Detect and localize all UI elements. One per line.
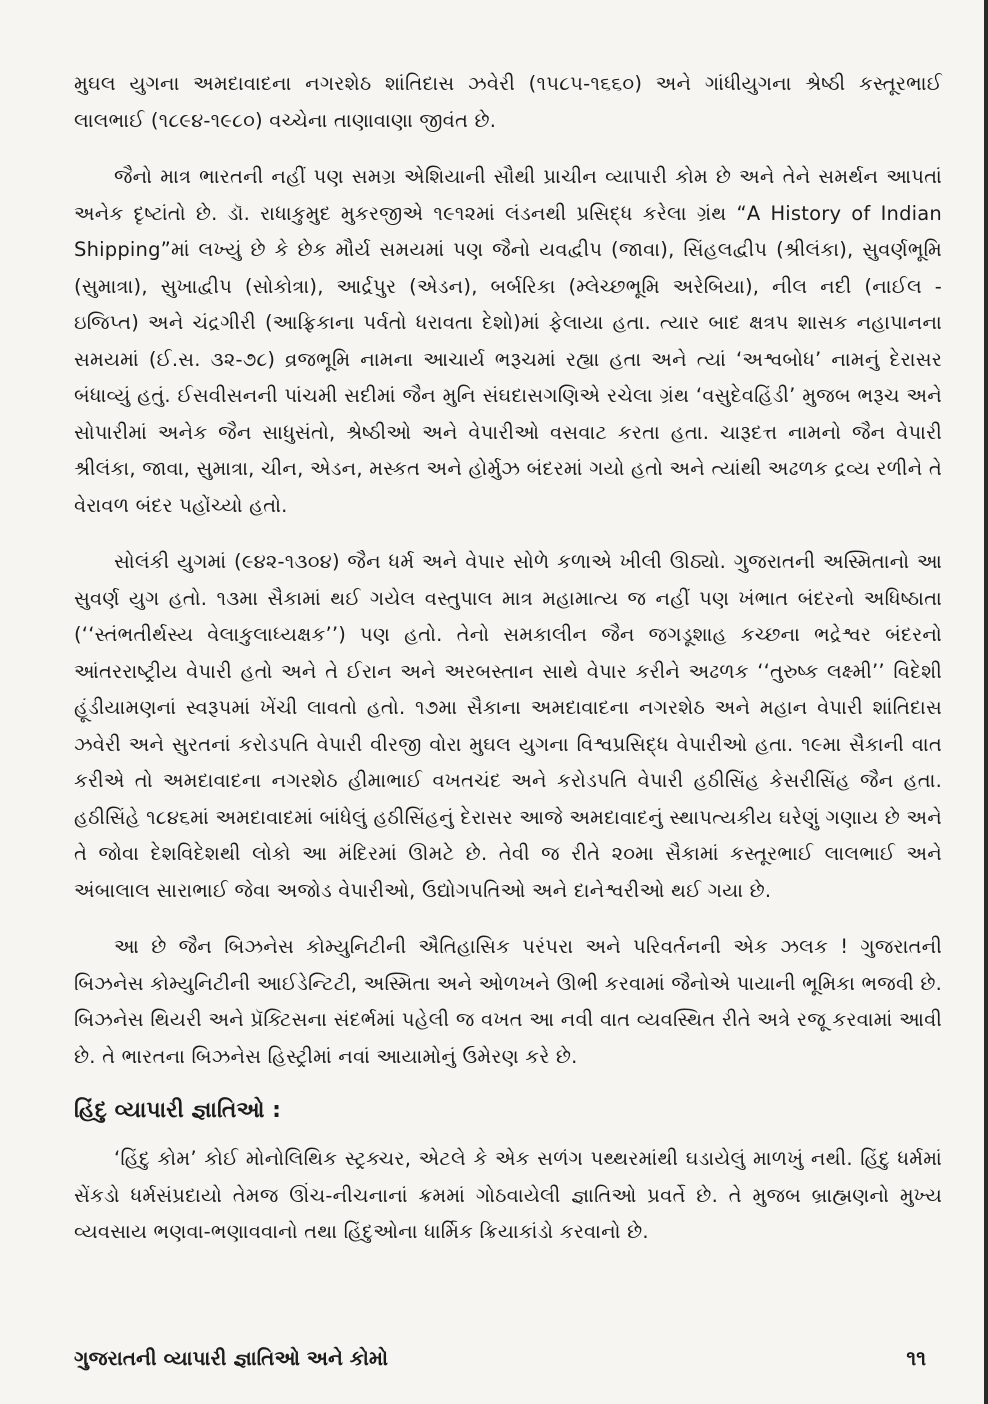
section-heading: હિંદુ વ્યાપારી જ્ઞાતિઓ : — [74, 1098, 281, 1123]
paragraph-intro: મુઘલ યુગના અમદાવાદના નગરશેઠ શાંતિદાસ ઝવેરી (૧૫૮૫-૧૬૬૦) અને ગાંધીયુગના શ્રેષ્ઠી કસ્તૂરભાઈ લાલભાઈ (૧૮૯૪-૧૯૮૦) વચ્ચેના તાણાવાણા જીવંત છે. — [74, 72, 942, 132]
page-number: ૧૧ — [906, 1346, 926, 1370]
page-body — [74, 66, 942, 1271]
paragraph-jain-traders: જૈનો માત્ર ભારતની નહીં પણ સમગ્ર એશિયાની સૌથી પ્રાચીન વ્યાપારી કોમ છે અને તેને સમર્થન આપતાં અનેક દૃષ્ટાંતો છે. ડૉ. રાધાકુમુદ મુકરજીએ ૧૯૧૨માં લંડનથી પ્રસિદ્ધ કરેલા ગ્રંથ “A History of Indian Shipping”માં લખ્યું છે કે છેક મૌર્ય સમયમાં પણ જૈનો યવદ્વીપ (જાવા), સિંહલદ્વીપ (શ્રીલંકા), સુવર્ણભૂમિ (સુમાત્રા), સુખાદ્વીપ (સોકોત્રા), આર્દ્રપુર (એડન), બર્બરિકા (મ્લેચ્છભૂમિ અરેબિયા), નીલ નદી (નાઈલ - ઇજિપ્ત) અને ચંદ્રગીરી (આફ્રિકાના પર્વતો ધરાવતા દેશો)માં ફેલાયા હતા. ત્યાર બાદ ક્ષત્રપ શાસક નહાપાનના સમયમાં (ઈ.સ. ૩૨-૭૮) વ્રજભૂમિ નામના આચાર્ય ભરૂચમાં રહ્યા હતા અને ત્યાં ‘અશ્વબોધ’ નામનું દેરાસર બંધાવ્યું હતું. ઈસવીસનની પાંચમી સદીમાં જૈન મુનિ સંઘદાસગણિએ રચેલા ગ્રંથ ‘વસુદેવહિંડી’ મુજબ ભરૂચ અને સોપારીમાં અનેક જૈન સાધુસંતો, શ્રેષ્ઠીઓ અને વેપારીઓ વસવાટ કરતા હતા. ચારૂદત્ત નામનો જૈન વેપારી શ્રીલંકા, જાવા, સુમાત્રા, ચીન, એડન, મસ્કત અને હોર્મુઝ બંદરમાં ગયો હતો અને ત્યાંથી અઢળક દ્રવ્ય રળીને તે વેરાવળ બંદર પહોંચ્યો હતો. — [74, 165, 942, 517]
paragraph-jain-community: આ છે જૈન બિઝનેસ કોમ્યુનિટીની ઐતિહાસિક પરંપરા અને પરિવર્તનની એક ઝલક ! ગુજરાતની બિઝનેસ કોમ્યુનિટીની આઈડેન્ટિટી, અસ્મિતા અને ઓળખને ઊભી કરવામાં જૈનોએ પાયાની ભૂમિકા ભજવી છે. બિઝનેસ થિયરી અને પ્રૅક્ટિસના સંદર્ભમાં પહેલી જ વખત આ નવી વાત વ્યવસ્થિત રીતે અત્રે રજૂ કરવામાં આવી છે. તે ભારતના બિઝનેસ હિસ્ટ્રીમાં નવાં આયામોનું ઉમેરણ કરે છે. — [74, 935, 942, 1068]
paragraph-solanki-era: સોલંકી યુગમાં (૯૪૨-૧૩૦૪) જૈન ધર્મ અને વેપાર સોળે કળાએ ખીલી ઊઠ્યો. ગુજરાતની અસ્મિતાનો આ સુવર્ણ યુગ હતો. ૧૩મા સૈકામાં થઈ ગયેલ વસ્તુપાલ માત્ર મહામાત્ય જ નહીં પણ ખંભાત બંદરનો અધિષ્ઠાતા (‘‘સ્તંભતીર્થસ્ય વેલાકુલાધ્યક્ષક’’) પણ હતો. તેનો સમકાલીન જૈન જગડૂશાહ કચ્છના ભદ્રેશ્વર બંદરનો આંતરરાષ્ટ્રીય વેપારી હતો અને તે ઈરાન અને અરબસ્તાન સાથે વેપાર કરીને અઢળક ‘‘તુરુષ્ક લક્ષ્મી’’ વિદેશી હૂંડીયામણનાં સ્વરૂપમાં ખેંચી લાવતો હતો. ૧૭મા સૈકાના અમદાવાદના નગરશેઠ અને મહાન વેપારી શાંતિદાસ ઝવેરી અને સુરતનાં કરોડપતિ વેપારી વીરજી વોરા મુઘલ યુગના વિશ્વપ્રસિદ્ધ વેપારીઓ હતા. ૧૯મા સૈકાની વાત કરીએ તો અમદાવાદના નગરશેઠ હીમાભાઈ વખતચંદ અને કરોડપતિ વેપારી હઠીસિંહ કેસરીસિંહ જૈન હતા. હઠીસિંહે ૧૮૪૬માં અમદાવાદમાં બાંધેલું હઠીસિંહનું દેરાસર આજે અમદાવાદનું સ્થાપત્યકીય ઘરેણું ગણાય છે અને તે જોવા દેશવિદેશથી લોકો આ મંદિરમાં ઊમટે છે. તેવી જ રીતે ૨૦મા સૈકામાં કસ્તૂરભાઈ લાલભાઈ અને અંબાલાલ સારાભાઈ જેવા અજોડ વેપારીઓ, ઉદ્યોગપતિઓ અને દાનેશ્વરીઓ થઈ ગયા છે. — [74, 550, 942, 902]
paragraph-hindu-castes: ‘હિંદુ કોમ’ કોઈ મોનોલિથિક સ્ટ્રક્ચર, એટલે કે એક સળંગ પથ્થરમાંથી ઘડાયેલું માળખું નથી. હિંદુ ધર્મમાં સેંકડો ધર્મસંપ્રદાયો તેમજ ઊંચ-નીચનાનાં ક્રમમાં ગોઠવાયેલી જ્ઞાતિઓ પ્રવર્તે છે. તે મુજબ બ્રાહ્મણનો મુખ્ય વ્યવસાય ભણવા-ભણાવવાનો તથા હિંદુઓના ધાર્મિક ક્રિયાકાંડો કરવાનો છે. — [74, 1147, 942, 1243]
footer-title: ગુજરાતની વ્યાપારી જ્ઞાતિઓ અને કોમો — [74, 1346, 389, 1370]
page-footer — [74, 1338, 942, 1378]
page-right-edge — [984, 0, 988, 1404]
page-top-edge — [0, 0, 988, 14]
